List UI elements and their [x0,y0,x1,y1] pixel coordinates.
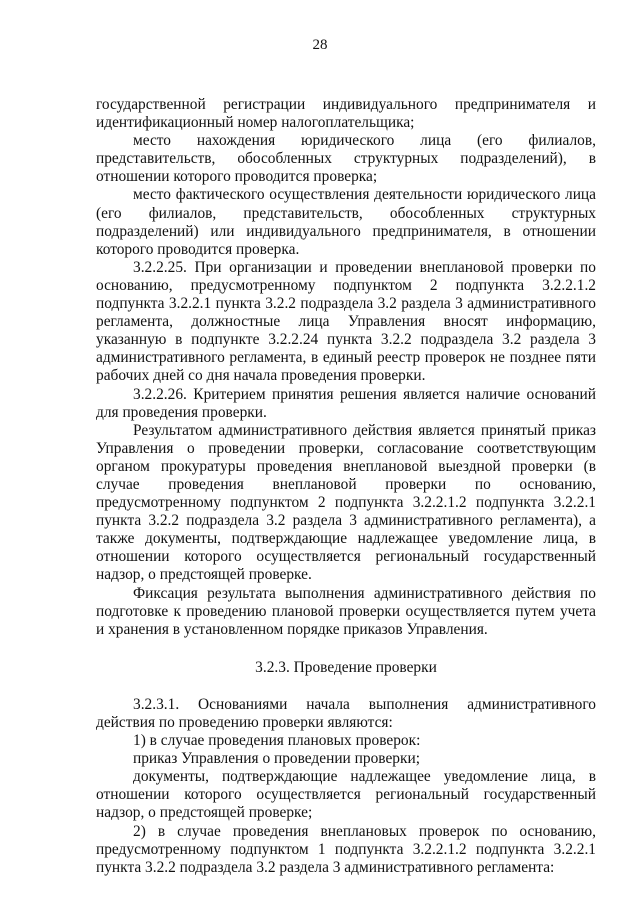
paragraph: 3.2.2.25. При организации и проведении внеплановой проверки по основанию, предусмотренному подпунктом 2 подпункта 3.2.2.1.2 подпункта 3.2.2.1 пункта 3.2.2 подраздела 3.2 раздела 3 административного регламента, должностные лица Управления вносят информацию, указанную в подпункте 3.2.2.24 пункта 3.2.2 подраздела 3.2 раздела 3 административного регламента, в единый реестр проверок не позднее пяти рабочих дней со дня начала проведения проверки. [96,258,596,385]
section-heading: 3.2.3. Проведение проверки [255,658,437,676]
paragraph: 1) в случае проведения плановых проверок: [133,732,421,750]
paragraph: Результатом административного действия является принятый приказ Управления о проведении проверки, согласование соответствующим органом прокуратуры проведения внеплановой выездной проверки (в случае проведения внеплановой проверки по основанию, предусмотренному подпунктом 2 подпункта 3.2.2.1.2 подпункта 3.2.2.1 пункта 3.2.2 подраздела 3.2 раздела 3 административного регламента), а также документы, подтверждающие надлежащее уведомление лица, в отношении которого осуществляется региональный государственный надзор, о предстоящей проверке. [96,421,596,584]
paragraph: место фактического осуществления деятельности юридического лица (его филиалов, представительств, обособленных структурных подразделений) или индивидуального предпринимателя, в отношении которого проводится проверка. [96,186,596,258]
paragraph: Фиксация результата выполнения административного действия по подготовке к проведению плановой проверки осуществляется путем учета и хранения в установленном порядке приказов Управления. [96,584,596,638]
paragraph: 3.2.2.26. Критерием принятия решения является наличие оснований для проведения проверки. [96,385,596,421]
paragraph: 3.2.3.1. Основаниями начала выполнения административного действия по проведению проверки являются: [96,695,596,731]
paragraph: государственной регистрации индивидуального предпринимателя и идентификационный номер налогоплательщика; [96,96,596,132]
paragraph: место нахождения юридического лица (его филиалов, представительств, обособленных структурных подразделений), в отношении которого проводится проверка; [96,132,596,186]
paragraph: документы, подтверждающие надлежащее уведомление лица, в отношении которого осуществляется региональный государственный надзор, о предстоящей проверке; [96,768,596,822]
paragraph-group-bottom [96,696,596,877]
paragraph: приказ Управления о проведении проверки; [133,750,420,768]
page-number: 28 [312,37,328,53]
document-body [96,96,596,877]
paragraph: 2) в случае проведения внеплановых проверок по основанию, предусмотренному подпунктом 1 подпункта 3.2.2.1.2 подпункта 3.2.2.1 пункта 3.2.2 подраздела 3.2 раздела 3 административного регламента: [96,822,596,876]
paragraph-group-top [96,96,596,639]
